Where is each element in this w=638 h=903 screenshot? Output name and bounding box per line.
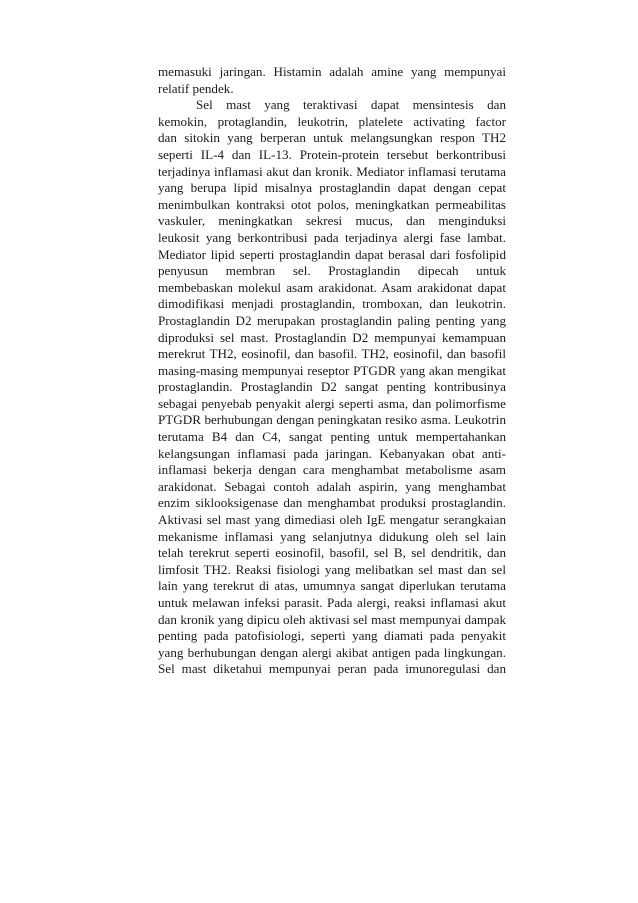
paragraph-2 bbox=[158, 97, 506, 678]
paragraph-1 bbox=[158, 64, 506, 97]
text-line: terutama B4 dan C4, sangat penting untuk mempertahankan bbox=[158, 429, 506, 445]
text-line: Prostaglandin D2 merupakan prostaglandin paling penting yang bbox=[158, 312, 506, 328]
text-line: mekanisme inflamasi yang selanjutnya didukung oleh sel lain bbox=[158, 528, 506, 544]
text-line: yang berhubungan dengan alergi akibat antigen pada lingkungan. bbox=[158, 644, 506, 660]
text-line: leukosit yang berkontribusi pada terjadinya alergi fase lambat. bbox=[158, 229, 506, 245]
text-line: telah terekrut seperti eosinofil, basofil, sel B, sel dendritik, dan bbox=[158, 545, 506, 561]
text-line: membebaskan molekul asam arakidonat. Asam arakidonat dapat bbox=[158, 279, 506, 295]
text-line: Mediator lipid seperti prostaglandin dapat berasal dari fosfolipid bbox=[158, 246, 506, 262]
text-line: kemokin, protaglandin, leukotrin, platelete activating factor bbox=[158, 113, 506, 129]
text-line: penting pada patofisiologi, seperti yang diamati pada penyakit bbox=[158, 628, 506, 644]
text-line: sebagai penyebab penyakit alergi seperti asma, dan polimorfisme bbox=[158, 395, 506, 411]
text-line: merekrut TH2, eosinofil, dan basofil. TH2, eosinofil, dan basofil bbox=[158, 346, 506, 362]
text-line: dan sitokin yang berperan untuk melangsungkan respon TH2 bbox=[158, 130, 506, 146]
text-line: Aktivasi sel mast yang dimediasi oleh IgE mengatur serangkaian bbox=[158, 512, 506, 528]
text-line: menimbulkan kontraksi otot polos, meningkatkan permeabilitas bbox=[158, 196, 506, 212]
text-line: relatif pendek. bbox=[158, 80, 234, 96]
text-line: arakidonat. Sebagai contoh adalah aspirin, yang menghambat bbox=[158, 478, 506, 494]
text-line: yang berupa lipid misalnya prostaglandin dapat dengan cepat bbox=[158, 180, 506, 196]
text-line: diproduksi sel mast. Prostaglandin D2 mempunyai kemampuan bbox=[158, 329, 506, 345]
text-line: Sel mast yang teraktivasi dapat mensintesis dan bbox=[196, 97, 506, 113]
text-line: dan kronik yang dipicu oleh aktivasi sel mast mempunyai dampak bbox=[158, 611, 506, 627]
text-line: memasuki jaringan. Histamin adalah amine yang mempunyai bbox=[158, 64, 506, 79]
text-line: prostaglandin. Prostaglandin D2 sangat penting kontribusinya bbox=[158, 379, 506, 395]
text-line: lain yang terekrut di atas, umumnya sangat diperlukan terutama bbox=[158, 578, 506, 594]
text-line: limfosit TH2. Reaksi fisiologi yang melibatkan sel mast dan sel bbox=[158, 561, 506, 577]
text-line: enzim siklooksigenase dan menghambat produksi prostaglandin. bbox=[158, 495, 506, 511]
text-line: seperti IL-4 dan IL-13. Protein-protein tersebut berkontribusi bbox=[158, 146, 506, 162]
text-line: untuk melawan infeksi parasit. Pada alergi, reaksi inflamasi akut bbox=[158, 595, 506, 610]
body-text bbox=[158, 64, 506, 678]
text-line: inflamasi bekerja dengan cara menghambat metabolisme asam bbox=[158, 462, 506, 478]
text-line: vaskuler, meningkatkan sekresi mucus, dan menginduksi bbox=[158, 213, 506, 229]
text-line: dimodifikasi menjadi prostaglandin, tromboxan, dan leukotrin. bbox=[158, 296, 506, 312]
text-line: kelangsungan inflamasi pada jaringan. Kebanyakan obat anti- bbox=[158, 445, 506, 461]
text-line: PTGDR berhubungan dengan peningkatan resiko asma. Leukotrin bbox=[158, 412, 506, 428]
text-line: terjadinya inflamasi akut dan kronik. Mediator inflamasi terutama bbox=[158, 163, 506, 179]
text-line: masing-masing mempunyai reseptor PTGDR yang akan mengikat bbox=[158, 362, 506, 378]
text-line: penyusun membran sel. Prostaglandin dipecah untuk bbox=[158, 263, 506, 279]
text-line: Sel mast diketahui mempunyai peran pada imunoregulasi dan bbox=[158, 661, 506, 677]
